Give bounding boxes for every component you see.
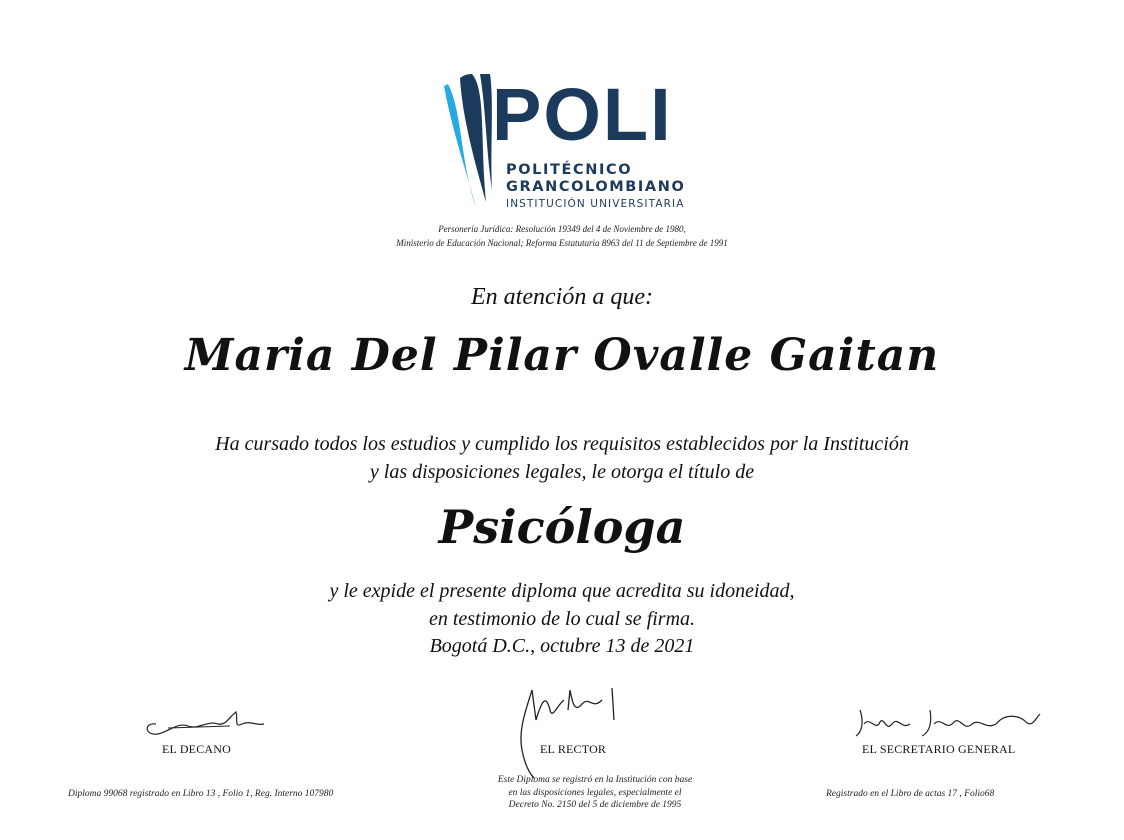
legal-notice xyxy=(0,222,1124,250)
legal-line: Ministerio de Educación Nacional; Reforma Estatutaria 8963 del 11 de Septiembre de 1991 xyxy=(396,238,728,248)
logo-emblem-icon xyxy=(440,70,496,210)
footer-registration-left: Diploma 99068 registrado en Libro 13 , Folio 1, Reg. Interno 107980 xyxy=(68,789,334,799)
dean-signature xyxy=(138,702,268,742)
secretary-label: EL SECRETARIO GENERAL xyxy=(862,742,1016,756)
closing-line: en testimonio de lo cual se firma. xyxy=(428,608,696,630)
recipient-name: Maria Del Pilar Ovalle Gaitan xyxy=(184,330,940,381)
rector-label: EL RECTOR xyxy=(540,742,607,756)
intro-text: En atención a que: xyxy=(471,284,653,310)
logo-line-institucion: INSTITUCIÓN UNIVERSITARIA xyxy=(506,198,685,210)
dean-label: EL DECANO xyxy=(162,742,232,756)
closing-line: y le expide el presente diploma que acredita su idoneidad, xyxy=(329,580,795,602)
footer-registration-center xyxy=(470,774,720,812)
institution-logo xyxy=(440,70,700,220)
body-statement xyxy=(0,430,1124,486)
closing-statement xyxy=(0,577,1124,633)
place-date: Bogotá D.C., octubre 13 de 2021 xyxy=(429,635,695,657)
degree-title: Psicóloga xyxy=(438,500,686,554)
legal-line: Personería Jurídica: Resolución 19349 del 4 de Noviembre de 1980, xyxy=(438,224,686,234)
body-line: Ha cursado todos los estudios y cumplido los requisitos establecidos por la Institución xyxy=(215,433,909,455)
footer-registration-right: Registrado en el Libro de actas 17 , Folio68 xyxy=(826,789,995,799)
footer-center-line: Decreto No. 2150 del 5 de diciembre de 1995 xyxy=(508,800,682,810)
footer-center-line: Este Diploma se registró en la Institución con base xyxy=(497,775,693,785)
rector-signature xyxy=(512,680,632,780)
body-line: y las disposiciones legales, le otorga el título de xyxy=(369,461,755,483)
logo-line-grancolombiano: GRANCOLOMBIANO xyxy=(506,179,686,195)
footer-center-line: en las disposiciones legales, especialmente el xyxy=(508,787,682,798)
logo-line-politecnico: POLITÉCNICO xyxy=(506,162,633,178)
logo-wordmark: POLI xyxy=(492,73,673,156)
secretary-signature xyxy=(850,702,1050,742)
